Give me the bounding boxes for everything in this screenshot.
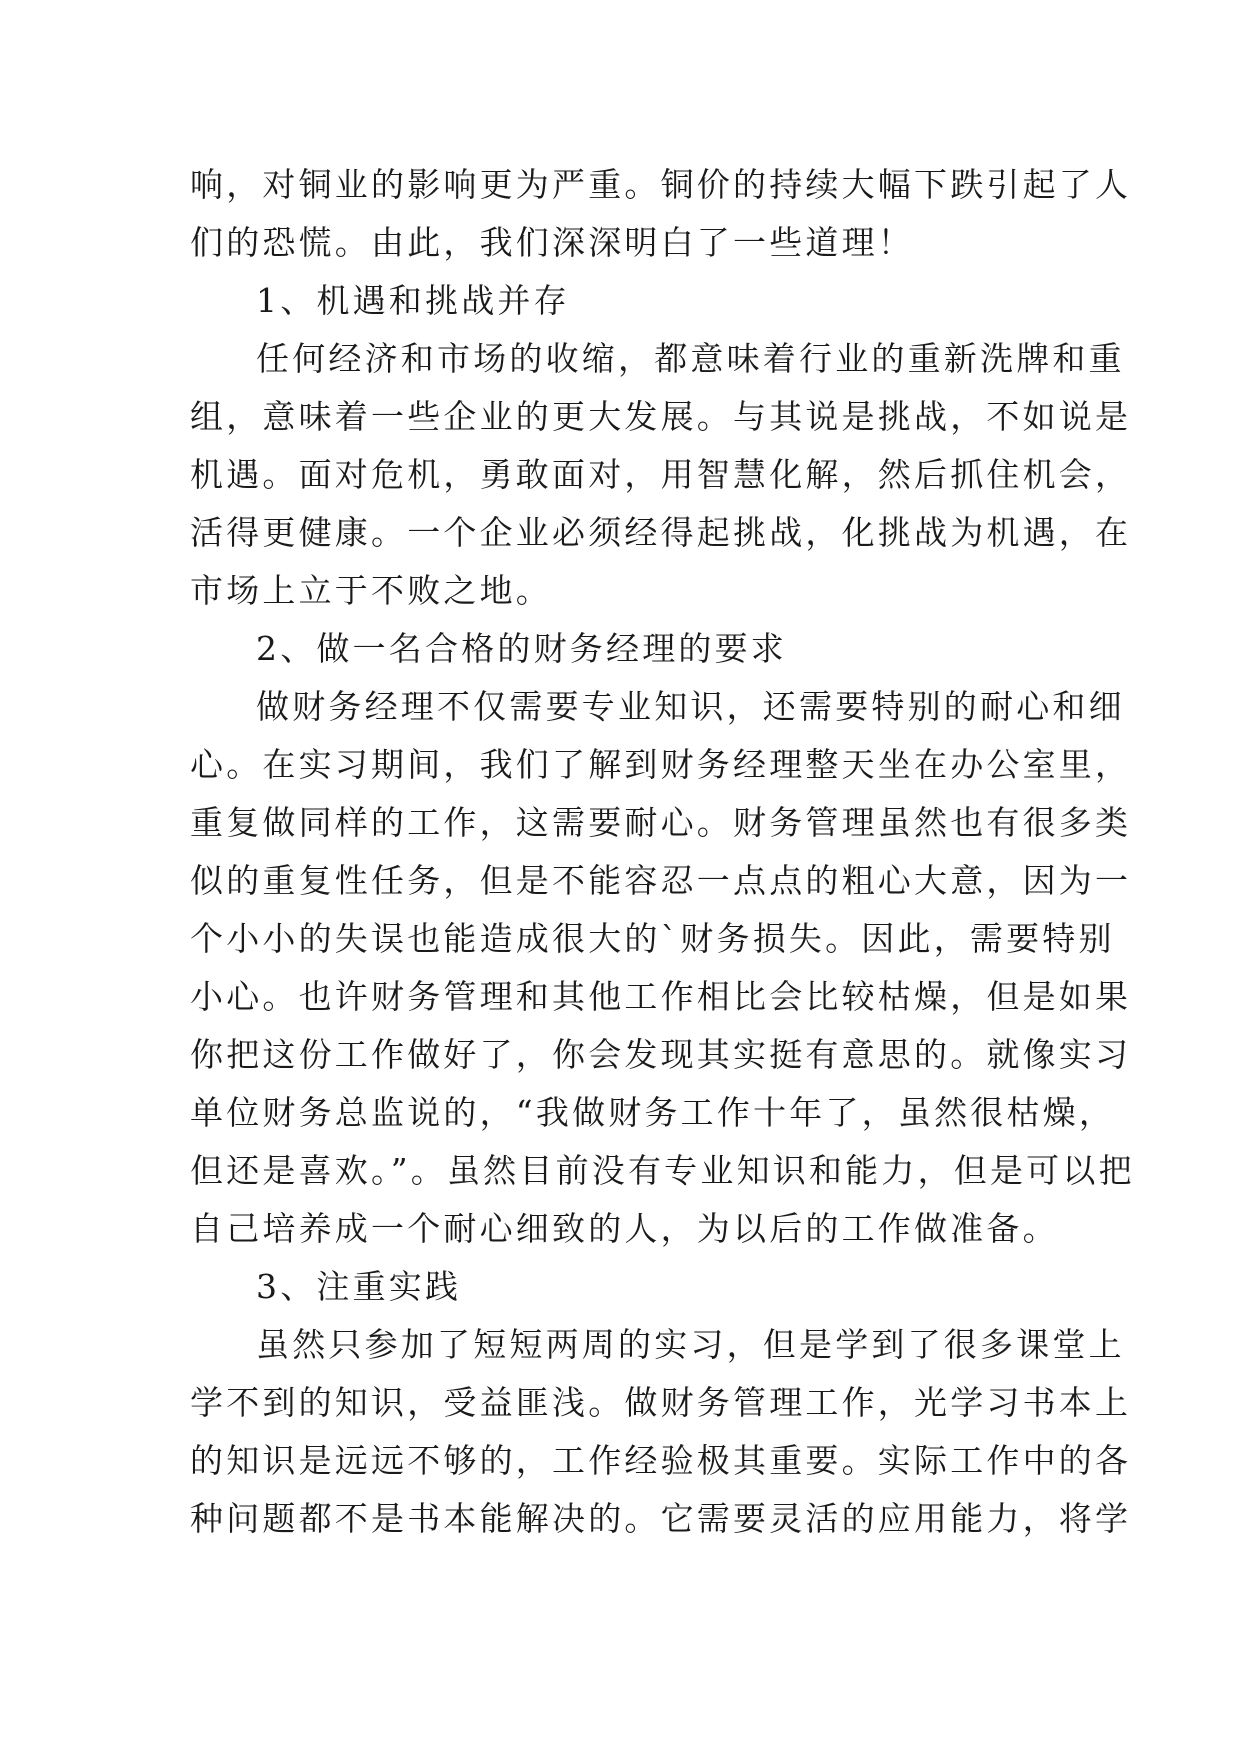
section-heading: 2、做一名合格的财务经理的要求	[256, 629, 787, 668]
text-line: 你把这份工作做好了，你会发现其实挺有意思的。就像实习	[190, 1035, 1132, 1074]
body-text	[190, 156, 1135, 1548]
text-line: 种问题都不是书本能解决的。它需要灵活的应用能力，将学	[190, 1499, 1132, 1538]
text-line: 似的重复性任务，但是不能容忍一点点的粗心大意，因为一	[190, 861, 1132, 900]
text-line: 自己培养成一个耐心细致的人，为以后的工作做准备。	[190, 1209, 1059, 1248]
text-line: 任何经济和市场的收缩，都意味着行业的重新洗牌和重	[256, 339, 1125, 378]
text-line: 做财务经理不仅需要专业知识，还需要特别的耐心和细	[256, 687, 1125, 726]
text-line: 响，对铜业的影响更为严重。铜价的持续大幅下跌引起了人	[190, 165, 1132, 204]
section-heading: 3、注重实践	[256, 1267, 462, 1306]
section-heading: 1、机遇和挑战并存	[256, 281, 570, 320]
text-line: 学不到的知识，受益匪浅。做财务管理工作，光学习书本上	[190, 1383, 1132, 1422]
text-line: 心。在实习期间，我们了解到财务经理整天坐在办公室里，	[190, 745, 1132, 784]
text-line: 但还是喜欢。”。虽然目前没有专业知识和能力，但是可以把	[190, 1151, 1135, 1190]
text-line: 的知识是远远不够的，工作经验极其重要。实际工作中的各	[190, 1441, 1132, 1480]
text-line: 小心。也许财务管理和其他工作相比会比较枯燥，但是如果	[190, 977, 1132, 1016]
text-line: 活得更健康。一个企业必须经得起挑战，化挑战为机遇，在	[190, 513, 1132, 552]
text-line: 单位财务总监说的，“我做财务工作十年了，虽然很枯燥，	[190, 1093, 1116, 1132]
text-line: 重复做同样的工作，这需要耐心。财务管理虽然也有很多类	[190, 803, 1132, 842]
text-line: 机遇。面对危机，勇敢面对，用智慧化解，然后抓住机会，	[190, 455, 1132, 494]
text-line: 市场上立于不败之地。	[190, 571, 552, 610]
text-line: 组，意味着一些企业的更大发展。与其说是挑战，不如说是	[190, 397, 1132, 436]
text-line: 虽然只参加了短短两周的实习，但是学到了很多课堂上	[256, 1325, 1125, 1364]
text-line: 们的恐慌。由此，我们深深明白了一些道理！	[190, 223, 914, 262]
text-line: 个小小的失误也能造成很大的`财务损失。因此，需要特别	[190, 919, 1115, 958]
